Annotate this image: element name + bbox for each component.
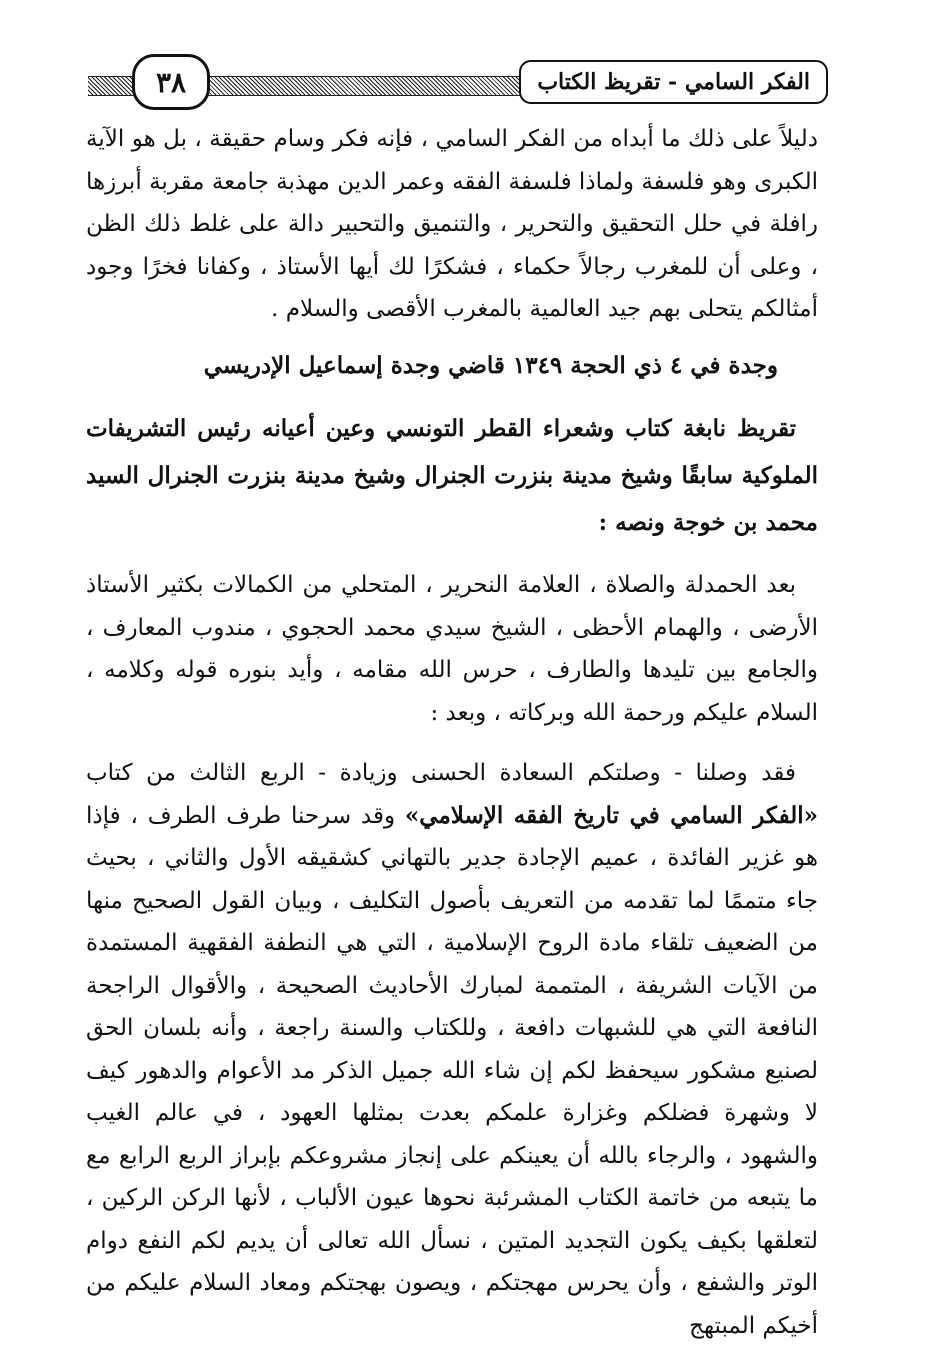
letter-body-continuation: وقد سرحنا طرف الطرف ، فإذا هو غزير الفائدة ، عميم الإجادة جدير بالتهاني كشقيقه الأول والثاني ، بحيث جاء متممًا لما تقدمه من التعريف بأصول التكليف ، وبيان القول الصحيح منها من الضعيف تلقاء مادة الروح الإسلامية ، التي هي النطفة الفقهية المستمدة من الآيات الشريفة ، المتممة لمبارك الأحاديث الصحيحة ، والأقوال الراجحة النافعة التي هي للشبهات دافعة ، وللكتاب والسنة راجعة ، وأنه بلسان الحق لصنيع مشكور سيحفظ لكم إن شاء الله جميل الذكر مد الأعوام والدهور كيف لا وشهرة فضلكم وغزارة علمكم بعدت بمثلها العهود ، في عالم الغيب والشهود ، والرجاء بالله أن يعينكم على إنجاز مشروعكم بإبراز الربع الرابع مع ما يتبعه من خاتمة الكتاب المشرئبة نحوها عيون الألباب ، لأنها الركن الركين ، لتعلقها بكيف يكون التجديد المتين ، نسأل الله تعالى أن يديم لكم النفع دوام الوتر والشفع ، وأن يحرس مهجتكم ، ويصون بهجتكم ومعاد السلام عليكم من أخيكم المبتهج	[86, 802, 818, 1339]
page-body	[86, 118, 818, 1347]
running-title: الفكر السامي - تقريظ الكتاب	[519, 60, 828, 104]
letter-signature: وجدة في ٤ ذي الحجة ١٣٤٩ قاضي وجدة إسماعيل الإدريسي	[203, 351, 778, 379]
page-number: ٣٨	[132, 54, 210, 110]
endorsement-intro: تقريظ نابغة كتاب وشعراء القطر التونسي وعين أعيانه رئيس التشريفات الملوكية سابقًا وشيخ مدينة بنزرت الجنرال وشيخ مدينة بنزرت الجنرال السيد محمد بن خوجة ونصه :	[86, 415, 818, 536]
letter-body	[86, 752, 818, 1347]
page-header	[88, 48, 828, 112]
continuation-paragraph: دليلاً على ذلك ما أبداه من الفكر السامي ، فإنه فكر وسام حقيقة ، بل هو الآية الكبرى وهو فلسفة ولماذا فلسفة الفقه وعمر الدين مهذبة جامعة مقربة أبرزها رافلة في حلل التحقيق والتحرير ، والتنميق والتحبير دالة على غلط ذلك الظن ، وعلى أن للمغرب رجالاً حكماء ، فشكرًا لك أيها الأستاذ ، وكفانا فخرًا وجود أمثالكم يتحلى بهم جيد العالمية بالمغرب الأقصى والسلام .	[86, 126, 818, 322]
letter-body-opening: فقد وصلنا - وصلتكم السعادة الحسنى وزيادة - الربع الثالث من كتاب	[86, 760, 796, 786]
greeting-paragraph: بعد الحمدلة والصلاة ، العلامة النحرير ، المتحلي من الكمالات بكثير الأستاذ الأرضى ، والهمام الأحظى ، الشيخ سيدي محمد الحجوي ، مندوب المعارف ، والجامع بين تليدها والطارف ، حرس الله مقامه ، وأيد بنوره قوله وكلامه ، السلام عليكم ورحمة الله وبركاته ، وبعد :	[86, 572, 818, 726]
book-title: «الفكر السامي في تاريخ الفقه الإسلامي»	[404, 801, 818, 829]
